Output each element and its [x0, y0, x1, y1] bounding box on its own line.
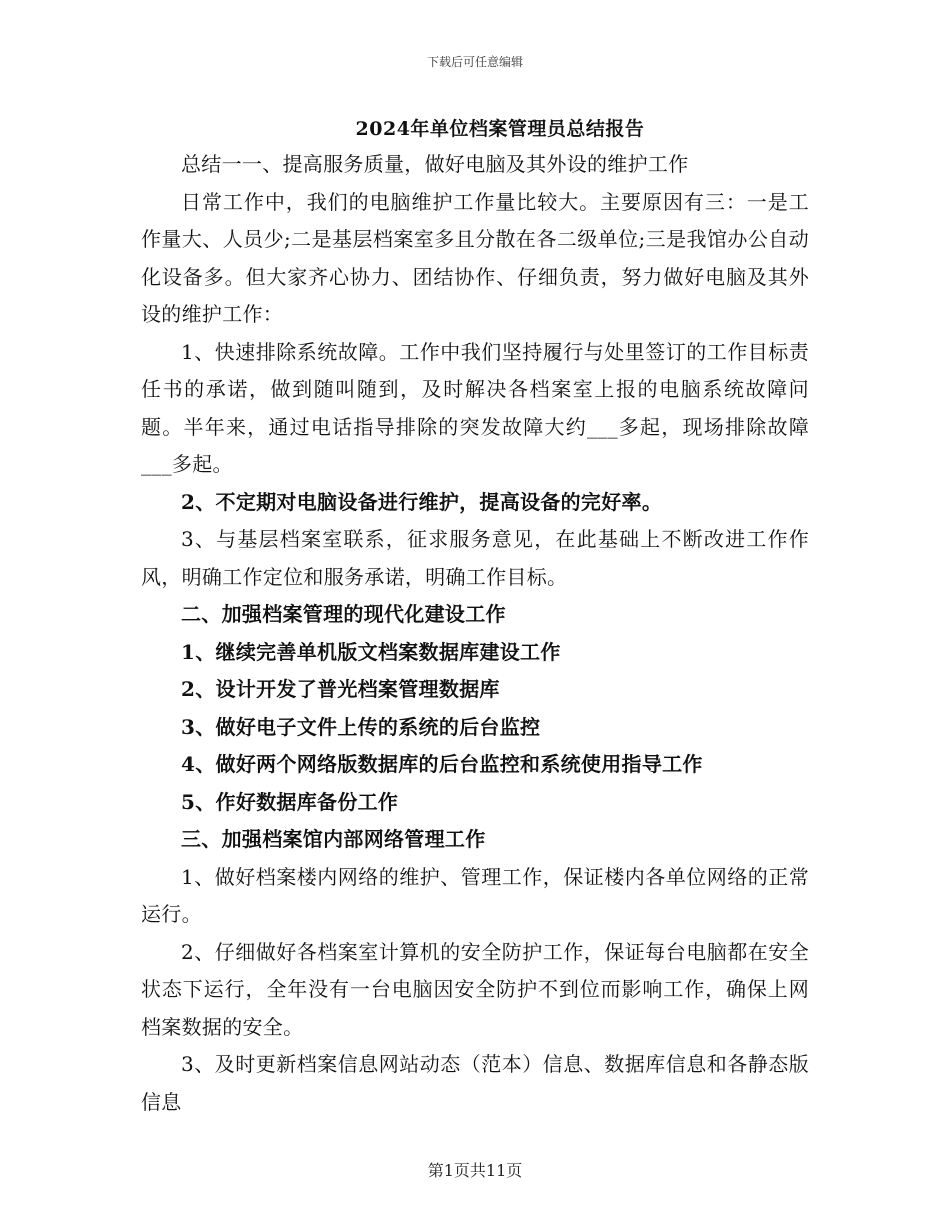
section-heading: 二、加强档案管理的现代化建设工作: [181, 602, 506, 626]
list-item: 2、设计开发了普光档案管理数据库: [181, 677, 500, 701]
paragraph: 3、与基层档案室联系，征求服务意见，在此基础上不断改进工作作风，明确工作定位和服务承诺，明确工作目标。: [141, 527, 809, 589]
list-item: 4、做好两个网络版数据库的后台监控和系统使用指导工作: [181, 752, 703, 776]
list-item: 3、做好电子文件上传的系统的后台监控: [181, 714, 541, 739]
paragraph: 2、不定期对电脑设备进行维护，提高设备的完好率。: [181, 489, 663, 514]
header-note: 下载后可任意编辑: [426, 55, 523, 69]
list-item: 5、作好数据库备份工作: [181, 789, 399, 814]
paragraph: 3、及时更新档案信息网站动态（范本）信息、数据库信息和各静态版信息: [141, 1052, 809, 1114]
paragraph: 1、做好档案楼内网络的维护、管理工作，保证楼内各单位网络的正常运行。: [141, 864, 809, 926]
paragraph: 日常工作中，我们的电脑维护工作量比较大。主要原因有三：一是工作量大、人员少;二是基层档案室多且分散在各二级单位;三是我馆办公自动化设备多。但大家齐心协力、团结协作、仔细负责，努力做好电脑及其外设的维护工作：: [141, 189, 809, 326]
document-title: 2024年单位档案管理员总结报告: [355, 118, 645, 140]
list-item: 1、继续完善单机版文档案数据库建设工作: [181, 639, 561, 664]
paragraph: 总结一一、提高服务质量，做好电脑及其外设的维护工作: [181, 152, 689, 176]
page-number-footer: 第1页共11页: [427, 1161, 523, 1180]
document-body: [141, 146, 809, 1121]
paragraph: 2、仔细做好各档案室计算机的安全防护工作，保证每台电脑都在安全状态下运行，全年没有一台电脑因安全防护不到位而影响工作，确保上网档案数据的安全。: [141, 939, 809, 1039]
section-heading: 三、加强档案馆内部网络管理工作: [181, 827, 486, 851]
paragraph: 1、快速排除系统故障。工作中我们坚持履行与处里签订的工作目标责任书的承诺，做到随叫随到，及时解决各档案室上报的电脑系统故障问题。半年来，通过电话指导排除的突发故障大约___多起，现场排除故障___多起。: [141, 339, 809, 476]
